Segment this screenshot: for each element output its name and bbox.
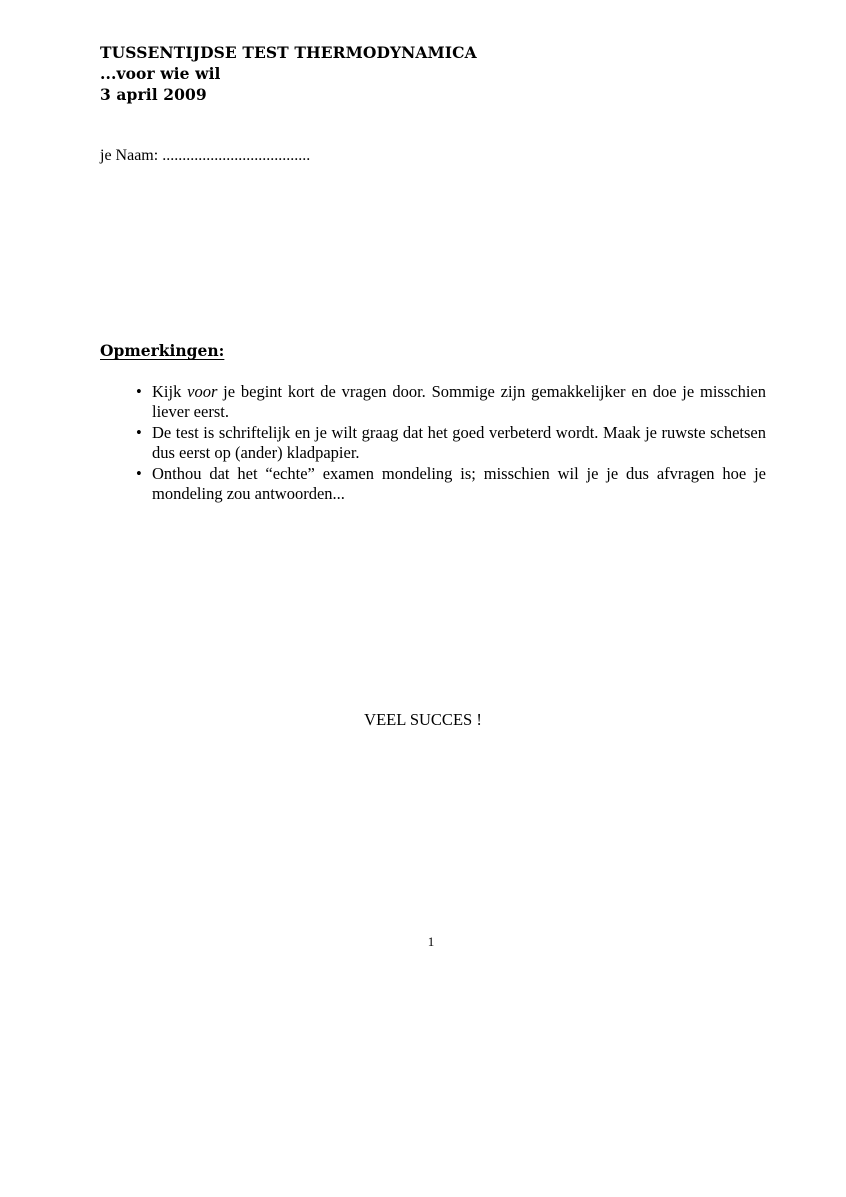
- remarks-list: [136, 382, 766, 505]
- name-dotted-line[interactable]: .....................................: [162, 147, 311, 164]
- list-item: [136, 464, 766, 504]
- remark-text: Onthou dat het “echte” examen mondeling is; misschien wil je je dus afvragen hoe je mondeling zou antwoorden...: [152, 464, 766, 503]
- name-field[interactable]: [100, 147, 310, 165]
- document-date: 3 april 2009: [100, 85, 207, 104]
- list-item: [136, 423, 766, 463]
- name-label: je Naam:: [100, 147, 159, 164]
- remarks-heading: Opmerkingen:: [100, 341, 225, 360]
- closing-message: VEEL SUCCES !: [364, 710, 482, 729]
- document-title: TUSSENTIJDSE TEST THERMODYNAMICA: [100, 43, 477, 62]
- remark-text: je begint kort de vragen door. Sommige zijn gemakkelijker en doe je misschien liever eerst.: [152, 382, 766, 421]
- bullet-icon: •: [136, 423, 142, 442]
- bullet-icon: •: [136, 382, 142, 401]
- document-header: [100, 42, 477, 105]
- bullet-icon: •: [136, 464, 142, 483]
- page-number: 1: [427, 934, 435, 949]
- remark-text: De test is schriftelijk en je wilt graag dat het goed verbeterd wordt. Maak je ruwste schetsen dus eerst op (ander) kladpapier.: [152, 423, 766, 462]
- remark-emphasis: voor: [187, 382, 218, 401]
- list-item: [136, 382, 766, 422]
- remark-text: Kijk: [152, 382, 188, 401]
- document-subtitle: ...voor wie wil: [100, 64, 221, 83]
